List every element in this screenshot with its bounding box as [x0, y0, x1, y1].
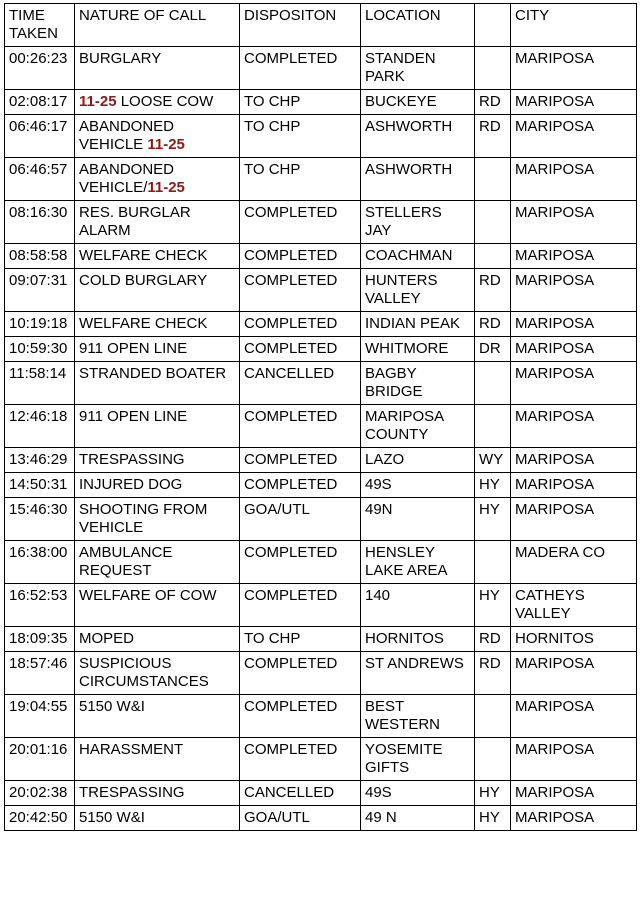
cell-nature-of-call: [75, 158, 240, 201]
table-row: [5, 541, 637, 584]
table-row: [5, 158, 637, 201]
cell-time-taken: 18:57:46: [5, 652, 75, 695]
cell-location: HUNTERS VALLEY: [361, 269, 475, 312]
nature-text: 911 OPEN LINE: [79, 340, 188, 357]
nature-text: ABANDONED VEHICLE/: [79, 161, 175, 196]
table-row: [5, 90, 637, 115]
cell-location: HORNITOS: [361, 627, 475, 652]
cell-nature-of-call: [75, 405, 240, 448]
cell-street-suffix: [475, 244, 511, 269]
cell-location: BEST WESTERN: [361, 695, 475, 738]
cell-location: MARIPOSA COUNTY: [361, 405, 475, 448]
cell-disposition: TO CHP: [240, 115, 361, 158]
cell-nature-of-call: [75, 498, 240, 541]
cell-street-suffix: HY: [475, 473, 511, 498]
header-disposition: DISPOSITON: [240, 4, 361, 47]
cell-nature-of-call: [75, 584, 240, 627]
cell-disposition: COMPLETED: [240, 405, 361, 448]
cell-disposition: COMPLETED: [240, 448, 361, 473]
cell-nature-of-call: [75, 201, 240, 244]
nature-text: TRESPASSING: [79, 784, 185, 801]
cell-street-suffix: DR: [475, 337, 511, 362]
nature-text: 5150 W&I: [79, 809, 145, 826]
cell-location: ST ANDREWS: [361, 652, 475, 695]
cell-time-taken: 10:59:30: [5, 337, 75, 362]
table-row: [5, 201, 637, 244]
cell-street-suffix: RD: [475, 652, 511, 695]
table-row: [5, 47, 637, 90]
nature-text: HARASSMENT: [79, 741, 184, 758]
cell-street-suffix: RD: [475, 90, 511, 115]
cell-city: MARIPOSA: [511, 781, 637, 806]
cell-city: MARIPOSA: [511, 244, 637, 269]
table-row: [5, 337, 637, 362]
cell-nature-of-call: [75, 115, 240, 158]
cell-nature-of-call: [75, 541, 240, 584]
table-row: [5, 473, 637, 498]
cell-time-taken: 16:38:00: [5, 541, 75, 584]
cell-disposition: CANCELLED: [240, 781, 361, 806]
nature-text: MOPED: [79, 630, 135, 647]
cell-location: 49S: [361, 473, 475, 498]
cell-time-taken: 14:50:31: [5, 473, 75, 498]
cell-city: MADERA CO: [511, 541, 637, 584]
cell-location: 49 N: [361, 806, 475, 831]
cell-location: HENSLEY LAKE AREA: [361, 541, 475, 584]
cell-street-suffix: HY: [475, 498, 511, 541]
cell-city: MARIPOSA: [511, 158, 637, 201]
cell-time-taken: 06:46:57: [5, 158, 75, 201]
nature-text: WELFARE CHECK: [79, 315, 208, 332]
cell-time-taken: 20:02:38: [5, 781, 75, 806]
cell-nature-of-call: [75, 473, 240, 498]
cell-time-taken: 08:16:30: [5, 201, 75, 244]
cell-time-taken: 00:26:23: [5, 47, 75, 90]
nature-code-highlight: 11-25: [147, 179, 185, 196]
cell-nature-of-call: [75, 362, 240, 405]
cell-location: BAGBY BRIDGE: [361, 362, 475, 405]
cell-disposition: COMPLETED: [240, 695, 361, 738]
cell-disposition: COMPLETED: [240, 201, 361, 244]
cell-city: MARIPOSA: [511, 652, 637, 695]
nature-text: INJURED DOG: [79, 476, 183, 493]
cell-time-taken: 08:58:58: [5, 244, 75, 269]
cell-location: BUCKEYE: [361, 90, 475, 115]
cell-disposition: COMPLETED: [240, 541, 361, 584]
cell-nature-of-call: [75, 695, 240, 738]
cell-disposition: COMPLETED: [240, 473, 361, 498]
cell-street-suffix: [475, 362, 511, 405]
table-row: [5, 584, 637, 627]
cell-time-taken: 10:19:18: [5, 312, 75, 337]
cell-location: WHITMORE: [361, 337, 475, 362]
nature-text: WELFARE CHECK: [79, 247, 208, 264]
cell-time-taken: 02:08:17: [5, 90, 75, 115]
table-row: [5, 695, 637, 738]
cell-time-taken: 06:46:17: [5, 115, 75, 158]
cell-disposition: GOA/UTL: [240, 806, 361, 831]
cell-street-suffix: HY: [475, 584, 511, 627]
cell-nature-of-call: [75, 47, 240, 90]
nature-text: WELFARE OF COW: [79, 587, 217, 604]
cell-location: 140: [361, 584, 475, 627]
cell-nature-of-call: [75, 337, 240, 362]
cell-street-suffix: WY: [475, 448, 511, 473]
nature-code-highlight: 11-25: [79, 93, 117, 110]
cell-street-suffix: [475, 738, 511, 781]
cell-city: MARIPOSA: [511, 806, 637, 831]
cell-location: INDIAN PEAK: [361, 312, 475, 337]
cell-location: ASHWORTH: [361, 115, 475, 158]
nature-text: ABANDONED VEHICLE: [79, 118, 175, 153]
cell-disposition: COMPLETED: [240, 244, 361, 269]
cell-city: CATHEYS VALLEY: [511, 584, 637, 627]
cell-city: MARIPOSA: [511, 90, 637, 115]
nature-text: BURGLARY: [79, 50, 162, 67]
cell-disposition: COMPLETED: [240, 269, 361, 312]
cell-location: 49S: [361, 781, 475, 806]
nature-text: TRESPASSING: [79, 451, 185, 468]
table-row: [5, 312, 637, 337]
table-row: [5, 115, 637, 158]
cell-disposition: TO CHP: [240, 158, 361, 201]
table-row: [5, 405, 637, 448]
cell-street-suffix: [475, 695, 511, 738]
cell-city: MARIPOSA: [511, 695, 637, 738]
nature-text: SHOOTING FROM VEHICLE: [79, 501, 208, 536]
header-time-taken: TIME TAKEN: [5, 4, 75, 47]
cell-time-taken: 18:09:35: [5, 627, 75, 652]
cell-disposition: CANCELLED: [240, 362, 361, 405]
cell-disposition: COMPLETED: [240, 312, 361, 337]
nature-text: 5150 W&I: [79, 698, 145, 715]
cell-city: HORNITOS: [511, 627, 637, 652]
cell-city: MARIPOSA: [511, 115, 637, 158]
cell-city: MARIPOSA: [511, 473, 637, 498]
cell-street-suffix: [475, 47, 511, 90]
cell-time-taken: 20:01:16: [5, 738, 75, 781]
cell-location: 49N: [361, 498, 475, 541]
cell-disposition: COMPLETED: [240, 337, 361, 362]
cell-city: MARIPOSA: [511, 47, 637, 90]
cell-city: MARIPOSA: [511, 498, 637, 541]
cell-nature-of-call: [75, 312, 240, 337]
table-row: [5, 448, 637, 473]
table-row: [5, 738, 637, 781]
cell-street-suffix: [475, 405, 511, 448]
header-suffix: [475, 4, 511, 47]
cell-nature-of-call: [75, 244, 240, 269]
cell-city: MARIPOSA: [511, 312, 637, 337]
cell-city: MARIPOSA: [511, 448, 637, 473]
header-row: [5, 4, 637, 47]
cell-time-taken: 15:46:30: [5, 498, 75, 541]
cell-location: STELLERS JAY: [361, 201, 475, 244]
header-location: LOCATION: [361, 4, 475, 47]
table-row: [5, 498, 637, 541]
cell-time-taken: 11:58:14: [5, 362, 75, 405]
cell-nature-of-call: [75, 627, 240, 652]
cell-street-suffix: [475, 158, 511, 201]
nature-text-suffix: LOOSE COW: [116, 93, 214, 110]
cell-location: LAZO: [361, 448, 475, 473]
cell-disposition: GOA/UTL: [240, 498, 361, 541]
cell-nature-of-call: [75, 269, 240, 312]
table-row: [5, 781, 637, 806]
table-row: [5, 627, 637, 652]
cell-nature-of-call: [75, 806, 240, 831]
nature-text: STRANDED BOATER: [79, 365, 227, 382]
cell-time-taken: 09:07:31: [5, 269, 75, 312]
cell-city: MARIPOSA: [511, 738, 637, 781]
table-row: [5, 269, 637, 312]
cell-city: MARIPOSA: [511, 201, 637, 244]
nature-text: SUSPICIOUS CIRCUMSTANCES: [79, 655, 209, 690]
cell-city: MARIPOSA: [511, 337, 637, 362]
header-city: CITY: [511, 4, 637, 47]
cell-disposition: TO CHP: [240, 90, 361, 115]
table-row: [5, 244, 637, 269]
cell-location: YOSEMITE GIFTS: [361, 738, 475, 781]
nature-text: COLD BURGLARY: [79, 272, 208, 289]
cell-nature-of-call: [75, 448, 240, 473]
cell-street-suffix: HY: [475, 806, 511, 831]
cell-nature-of-call: [75, 738, 240, 781]
cell-time-taken: 16:52:53: [5, 584, 75, 627]
nature-text: AMBULANCE REQUEST: [79, 544, 173, 579]
table-row: [5, 652, 637, 695]
cell-time-taken: 19:04:55: [5, 695, 75, 738]
nature-code-highlight: 11-25: [147, 136, 185, 153]
cell-time-taken: 20:42:50: [5, 806, 75, 831]
cell-city: MARIPOSA: [511, 269, 637, 312]
cell-street-suffix: HY: [475, 781, 511, 806]
cell-nature-of-call: [75, 90, 240, 115]
cell-street-suffix: RD: [475, 627, 511, 652]
cell-nature-of-call: [75, 652, 240, 695]
cell-disposition: COMPLETED: [240, 652, 361, 695]
table-row: [5, 806, 637, 831]
cell-time-taken: 13:46:29: [5, 448, 75, 473]
nature-text: 911 OPEN LINE: [79, 408, 188, 425]
cell-time-taken: 12:46:18: [5, 405, 75, 448]
header-nature-of-call: NATURE OF CALL: [75, 4, 240, 47]
cell-disposition: COMPLETED: [240, 584, 361, 627]
cell-street-suffix: [475, 541, 511, 584]
cell-location: STANDEN PARK: [361, 47, 475, 90]
table-row: [5, 362, 637, 405]
cell-city: MARIPOSA: [511, 405, 637, 448]
cell-city: MARIPOSA: [511, 362, 637, 405]
cell-disposition: COMPLETED: [240, 738, 361, 781]
cell-disposition: TO CHP: [240, 627, 361, 652]
cell-street-suffix: [475, 201, 511, 244]
cell-disposition: COMPLETED: [240, 47, 361, 90]
call-log-table: [4, 3, 637, 831]
cell-nature-of-call: [75, 781, 240, 806]
nature-text: RES. BURGLAR ALARM: [79, 204, 191, 239]
cell-street-suffix: RD: [475, 115, 511, 158]
cell-location: COACHMAN: [361, 244, 475, 269]
cell-street-suffix: RD: [475, 269, 511, 312]
cell-location: ASHWORTH: [361, 158, 475, 201]
cell-street-suffix: RD: [475, 312, 511, 337]
